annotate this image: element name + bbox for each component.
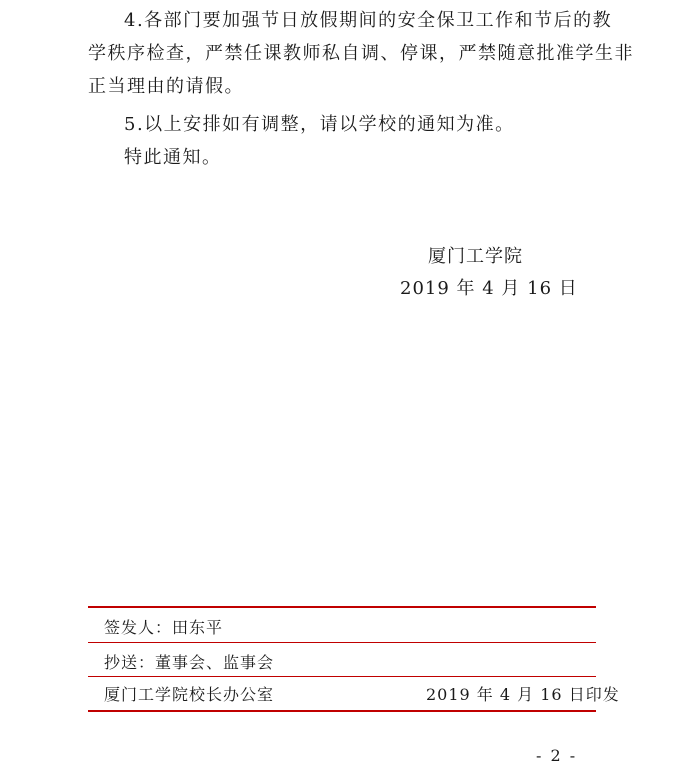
signature-date: 2019 年 4 月 16 日	[400, 278, 578, 299]
item-5-paragraph	[88, 108, 608, 141]
item-4-line: 4.各部门要加强节日放假期间的安全保卫工作和节后的教	[124, 10, 613, 31]
footer-issuer: 厦门工学院校长办公室	[104, 685, 275, 704]
footer-top-rule	[88, 606, 596, 608]
item-4-paragraph	[88, 4, 634, 103]
item-4-line: 正当理由的请假。	[88, 76, 244, 97]
footer-rule	[88, 676, 596, 677]
signature-org: 厦门工学院	[428, 246, 523, 267]
item-5-line: 5.以上安排如有调整，请以学校的通知为准。	[124, 114, 515, 135]
closing-paragraph	[88, 141, 608, 174]
footer-cc: 抄送：董事会、监事会	[104, 653, 275, 672]
page-number: - 2 -	[536, 746, 578, 765]
footer-bottom-rule	[88, 710, 596, 712]
item-4-line: 学秩序检查，严禁任课教师私自调、停课，严禁随意批准学生非	[88, 43, 634, 64]
closing-line: 特此通知。	[124, 147, 222, 168]
footer-rule	[88, 642, 596, 643]
footer-signer: 签发人：田东平	[104, 618, 224, 637]
footer-print-date: 2019 年 4 月 16 日印发	[426, 685, 620, 704]
